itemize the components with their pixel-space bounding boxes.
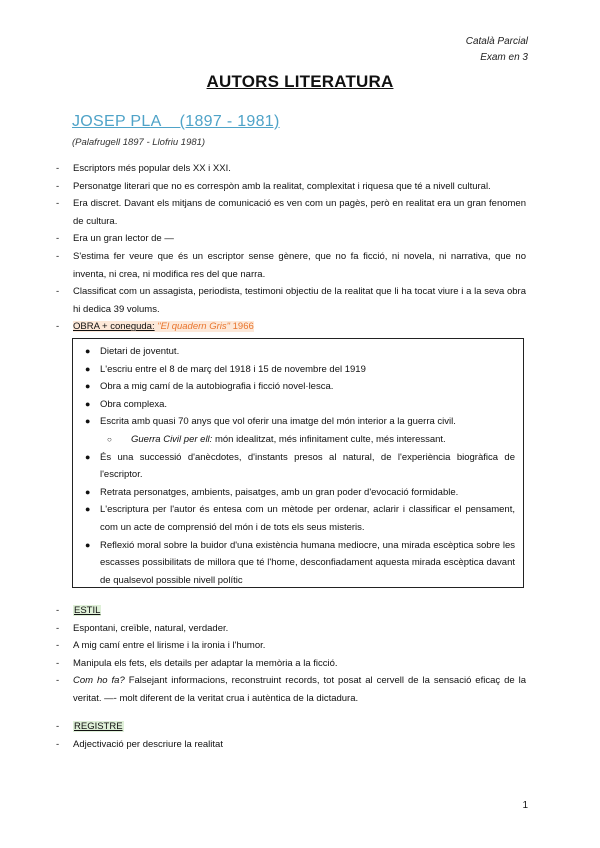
author-heading: JOSEP PLA (1897 - 1981) (72, 113, 280, 130)
bullet-icon: ● (85, 486, 91, 497)
bullet-item (83, 361, 515, 379)
obra-label: OBRA + coneguda: (73, 321, 155, 333)
list-item (56, 160, 526, 178)
bullet-text: L'escriptura per l'autor és entesa com un mètode per ordenar, aclarir i classificar el pensament, com un acte de comprensió del món i de tots els seus misteris. (100, 504, 515, 533)
dash-marker: - (56, 250, 60, 262)
list-item-text: Falsejant informacions, reconstruint records, tot posat al cervell de la sensació eficaç de la veritat. —- molt diferent de la veritat crua i autèntica de la dictadura. (73, 675, 526, 704)
list-item-text: S'estima fer veure que és un escriptor sense gènere, que no fa ficció, ni novela, ni narrativa, que no inventa, ni crea, ni modifica res del que narra. (73, 250, 526, 280)
list-item (56, 178, 526, 196)
dash-marker: - (56, 321, 60, 333)
list-item-text: Era un gran lector de — (73, 233, 174, 245)
list-item-text: Era discret. Davant els mitjans de comunicació es ven com un pagès, però en realitat era un gran fenomen de cultura. (73, 198, 526, 227)
list-item-emphasis: Com ho fa? (73, 675, 125, 687)
bullet-item (83, 396, 515, 414)
bullet-item (83, 378, 515, 396)
dash-marker: - (56, 198, 60, 210)
bullet-text: Obra complexa. (100, 398, 168, 410)
bullet-icon: ● (85, 539, 91, 550)
list-item-text: Escriptors més popular dels XX i XXI. (73, 163, 231, 174)
bullet-icon: ● (85, 416, 91, 427)
bullet-icon: ● (85, 504, 91, 515)
list-item-text: Manipula els fets, els details per adaptar la memòria a la ficció. (73, 657, 338, 669)
list-item-text: Personatge literari que no es correspòn amb la realitat, complexitat i riquesa que té a nivell cultural. (73, 180, 491, 192)
sub-bullet-text: món idealitzat, més infinitament culte, més interessant. (212, 433, 446, 445)
dash-marker: - (56, 622, 60, 634)
list-item (56, 195, 526, 230)
obra-details-box (72, 338, 524, 588)
list-item (56, 655, 526, 673)
section-heading: ESTIL (74, 605, 101, 616)
registre-heading (56, 718, 526, 736)
bullet-icon: ● (85, 381, 91, 392)
bullet-text: Reflexió moral sobre la buidor d'una existència humana mediocre, una mirada escèptica sobre les escasses possibilitats de millora que té l'home, desconfiadament aquesta mirada escèptica davant de qualsevol possible nivell polític (100, 539, 515, 586)
bullet-text: Dietari de joventut. (100, 346, 180, 357)
bullet-item (83, 343, 515, 361)
bullet-text: Retrata personatges, ambients, paisatges, amb un gran poder d'evocació formidable. (100, 486, 459, 498)
list-item (56, 283, 526, 318)
bullet-item (83, 501, 515, 536)
obra-title: "El quadern Gris" (154, 321, 230, 333)
intro-list (56, 160, 526, 336)
bullet-text: Obra a mig camí de la autobiografia i ficció novel·lesca. (100, 381, 334, 393)
bullet-text: És una successió d'anècdotes, d'instants presos al natural, de l'experiència biogràfica de l'escriptor. (100, 451, 515, 481)
dash-marker: - (56, 721, 60, 732)
circle-bullet-icon: ○ (107, 434, 112, 444)
list-item (56, 248, 526, 283)
bullet-item (83, 449, 515, 484)
list-item-text: Espontani, creïble, natural, verdader. (73, 622, 229, 634)
list-item (56, 637, 526, 655)
list-item (56, 230, 526, 248)
dash-marker: - (56, 233, 60, 245)
bullet-icon: ● (85, 363, 91, 374)
bullet-icon: ● (85, 398, 91, 409)
sub-bullet-item (83, 431, 515, 449)
list-item (56, 620, 526, 638)
section-heading: REGISTRE (74, 721, 123, 732)
estil-section (56, 602, 526, 708)
list-item-text: A mig camí entre el lirisme i la ironia i l'humor. (73, 640, 266, 652)
header-course: Català Parcial (465, 36, 528, 47)
sub-bullet-emphasis: Guerra Civil per ell: (131, 433, 213, 445)
author-places: (Palafrugell 1897 - Llofriu 1981) (72, 137, 206, 148)
dash-marker: - (56, 640, 60, 652)
dash-marker: - (56, 738, 60, 750)
page-number: 1 (522, 800, 528, 811)
header-exam: Exam en 3 (480, 52, 528, 63)
bullet-item (83, 413, 515, 431)
bullet-icon: ● (85, 346, 91, 356)
estil-heading (56, 602, 526, 620)
list-item (56, 736, 526, 754)
list-item-text: Classificat com un assagista, periodista, testimoni objectiu de la realitat que li ha tocat viure i a la seva obra hi dedica 39 volums. (73, 286, 526, 315)
obra-heading (56, 318, 526, 336)
bullet-text: L'escriu entre el 8 de març del 1918 i 15 de novembre del 1919 (100, 363, 366, 375)
dash-marker: - (56, 163, 60, 174)
bullet-item (83, 537, 515, 590)
dash-marker: - (56, 180, 60, 192)
page-title: AUTORS LITERATURA (206, 72, 394, 91)
dash-marker: - (56, 286, 60, 298)
bullet-icon: ● (85, 451, 91, 462)
bullet-text: Escrita amb quasi 70 anys que vol oferir una imatge del món interior a la guerra civil. (100, 416, 456, 428)
obra-highlight (73, 321, 254, 332)
obra-year: 1966 (230, 321, 254, 333)
list-item (56, 672, 526, 707)
dash-marker: - (56, 605, 60, 616)
dash-marker: - (56, 675, 60, 687)
registre-section (56, 718, 526, 753)
list-item-text: Adjectivació per descriure la realitat (73, 738, 223, 750)
bullet-item (83, 484, 515, 502)
dash-marker: - (56, 657, 60, 669)
